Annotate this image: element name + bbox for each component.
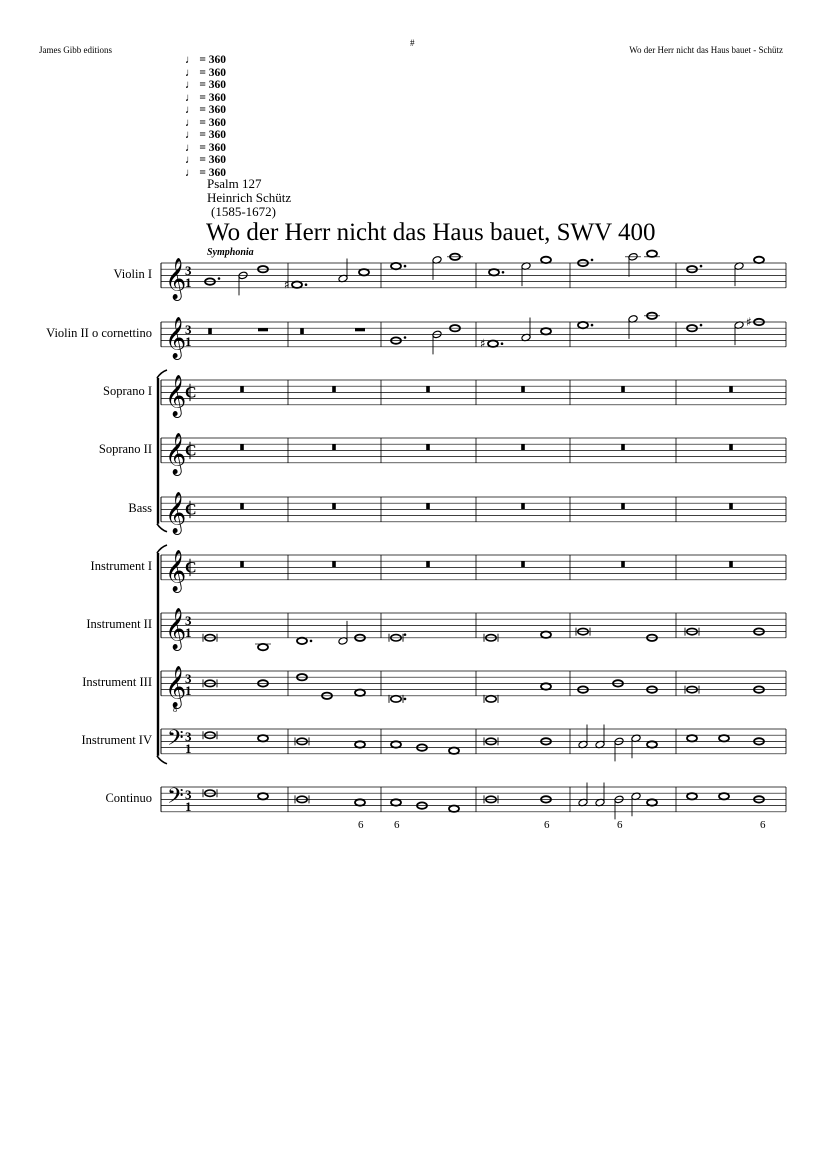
treble-clef: 𝄞 — [165, 375, 187, 417]
instrument-label: Instrument II — [86, 617, 152, 632]
whole-note — [541, 632, 551, 638]
whole-note — [258, 735, 268, 741]
breve-rest — [521, 386, 525, 392]
tempo-mark: ♩ = 360 — [185, 104, 227, 116]
header-right: Wo der Herr nicht das Haus bauet - Schütz — [629, 45, 783, 55]
augmentation-dot — [404, 336, 407, 339]
bracket-hook — [157, 756, 167, 764]
augmentation-dot — [591, 259, 594, 262]
time-signature: C — [185, 501, 197, 519]
whole-note — [391, 741, 401, 747]
breve-rest — [332, 386, 336, 392]
time-signature: 3 — [185, 612, 192, 628]
whole-rest — [355, 328, 365, 331]
breve-rest — [332, 561, 336, 567]
time-signature: 1 — [185, 799, 192, 815]
whole-note — [719, 735, 729, 741]
breve-rest — [621, 386, 625, 392]
whole-note — [359, 269, 369, 275]
breve-rest — [729, 503, 733, 509]
time-signature: 3 — [185, 728, 192, 744]
treble-clef: 𝄞 — [165, 550, 187, 592]
whole-note — [754, 257, 764, 263]
figured-bass: 6 — [394, 819, 400, 831]
breve-rest — [621, 503, 625, 509]
whole-note — [297, 638, 307, 644]
whole-note — [687, 793, 697, 799]
instrument-label: Soprano I — [103, 384, 152, 399]
whole-note — [488, 341, 498, 347]
sharp-accidental: ♯ — [480, 336, 486, 351]
augmentation-dot — [591, 324, 594, 327]
whole-note — [391, 263, 401, 269]
whole-note — [541, 328, 551, 334]
augmentation-dot — [502, 271, 505, 274]
breve-rest — [332, 444, 336, 450]
breve-rest — [521, 444, 525, 450]
tempo-mark: ♩ = 360 — [185, 116, 227, 129]
tempo-mark: ♩ = 360 — [185, 141, 227, 154]
breve-rest — [621, 444, 625, 450]
whole-note — [292, 282, 302, 288]
treble-clef: 𝄞 — [165, 433, 187, 475]
whole-note — [355, 690, 365, 696]
figured-bass: 6 — [358, 819, 364, 831]
tempo-mark: ♩ = 360 — [185, 129, 227, 141]
time-signature: 3 — [185, 786, 192, 802]
instrument-label: Instrument III — [82, 675, 152, 690]
instrument-label: Soprano II — [98, 442, 152, 457]
instrument-label: Bass — [128, 501, 152, 516]
instrument-label: Violin II o cornettino — [46, 326, 152, 341]
breve-note — [391, 696, 401, 702]
time-signature: 3 — [185, 670, 192, 686]
figured-bass: 6 — [544, 819, 550, 831]
octave-mark: 8 — [173, 704, 177, 714]
instrument-label: Instrument IV — [81, 733, 152, 748]
instrument-label: Violin I — [113, 267, 152, 282]
breve-rest — [208, 328, 212, 334]
treble-clef: 𝄞 — [165, 492, 187, 534]
breve-rest — [521, 503, 525, 509]
augmentation-dot — [700, 265, 703, 268]
treble-clef: 𝄞 — [165, 258, 187, 300]
breve-rest — [729, 386, 733, 392]
header-left: James Gibb editions — [39, 45, 112, 55]
whole-note — [687, 735, 697, 741]
breve-rest — [426, 386, 430, 392]
whole-note — [647, 251, 657, 257]
whole-note — [719, 793, 729, 799]
whole-note — [355, 799, 365, 805]
whole-note — [258, 793, 268, 799]
time-signature: 1 — [185, 334, 192, 350]
whole-rest — [258, 328, 268, 331]
augmentation-dot — [310, 640, 313, 643]
composer-name: Heinrich Schütz — [207, 190, 292, 205]
breve-rest — [240, 444, 244, 450]
whole-note — [647, 741, 657, 747]
treble-clef: 𝄞 — [165, 317, 187, 359]
augmentation-dot — [404, 265, 407, 268]
whole-note — [578, 322, 588, 328]
psalm-label: Psalm 127 — [207, 176, 262, 191]
time-signature: 1 — [185, 683, 192, 699]
breve-rest — [729, 561, 733, 567]
treble-clef: 𝄞 — [165, 608, 187, 650]
time-signature: C — [185, 442, 197, 460]
time-signature: C — [185, 384, 197, 402]
instrument-label: Continuo — [105, 791, 152, 806]
augmentation-dot — [218, 277, 221, 280]
time-signature: 1 — [185, 741, 192, 757]
augmentation-dot — [501, 342, 504, 345]
tempo-mark: ♩ = 360 — [185, 154, 227, 166]
tempo-mark: ♩ = 360 — [185, 79, 227, 91]
instrument-label: Instrument I — [90, 559, 152, 574]
breve-rest — [621, 561, 625, 567]
time-signature: C — [185, 559, 197, 577]
breve-rest — [426, 444, 430, 450]
figured-bass: 6 — [617, 819, 623, 831]
sharp-accidental: ♯ — [284, 277, 290, 292]
breve-rest — [240, 386, 244, 392]
tempo-mark: ♩ = 360 — [185, 66, 227, 79]
bass-clef: 𝄢 — [167, 783, 184, 814]
whole-note — [391, 799, 401, 805]
time-signature: 1 — [185, 275, 192, 291]
breve-rest — [240, 503, 244, 509]
page-title: Wo der Herr nicht das Haus bauet, SWV 400 — [206, 219, 656, 246]
tempo-mark: ♩ = 360 — [185, 54, 227, 66]
breve-rest — [729, 444, 733, 450]
tempo-mark: ♩ = 360 — [185, 166, 227, 179]
whole-note — [489, 269, 499, 275]
whole-note — [449, 806, 459, 812]
tempo-mark: ♩ = 360 — [185, 91, 227, 104]
whole-note — [258, 644, 268, 650]
header-center: # — [410, 38, 415, 48]
treble-clef: 𝄞 — [165, 666, 187, 708]
breve-rest — [426, 561, 430, 567]
sharp-accidental: ♯ — [746, 315, 752, 329]
whole-note — [541, 683, 551, 689]
composer-dates: (1585-1672) — [211, 204, 276, 219]
time-signature: 3 — [185, 262, 192, 278]
bass-clef: 𝄢 — [167, 725, 184, 756]
breve-note — [486, 696, 496, 702]
whole-note — [647, 799, 657, 805]
subtitle: Symphonia — [207, 247, 254, 258]
whole-note — [541, 257, 551, 263]
time-signature: 3 — [185, 321, 192, 337]
augmentation-dot — [404, 698, 407, 701]
breve-rest — [240, 561, 244, 567]
breve-rest — [426, 503, 430, 509]
whole-note — [355, 741, 365, 747]
augmentation-dot — [404, 633, 407, 636]
breve-rest — [521, 561, 525, 567]
time-signature: 1 — [185, 625, 192, 641]
augmentation-dot — [305, 283, 308, 286]
augmentation-dot — [700, 324, 703, 327]
breve-rest — [332, 503, 336, 509]
whole-note — [449, 748, 459, 754]
figured-bass: 6 — [760, 819, 766, 831]
breve-rest — [300, 328, 304, 334]
